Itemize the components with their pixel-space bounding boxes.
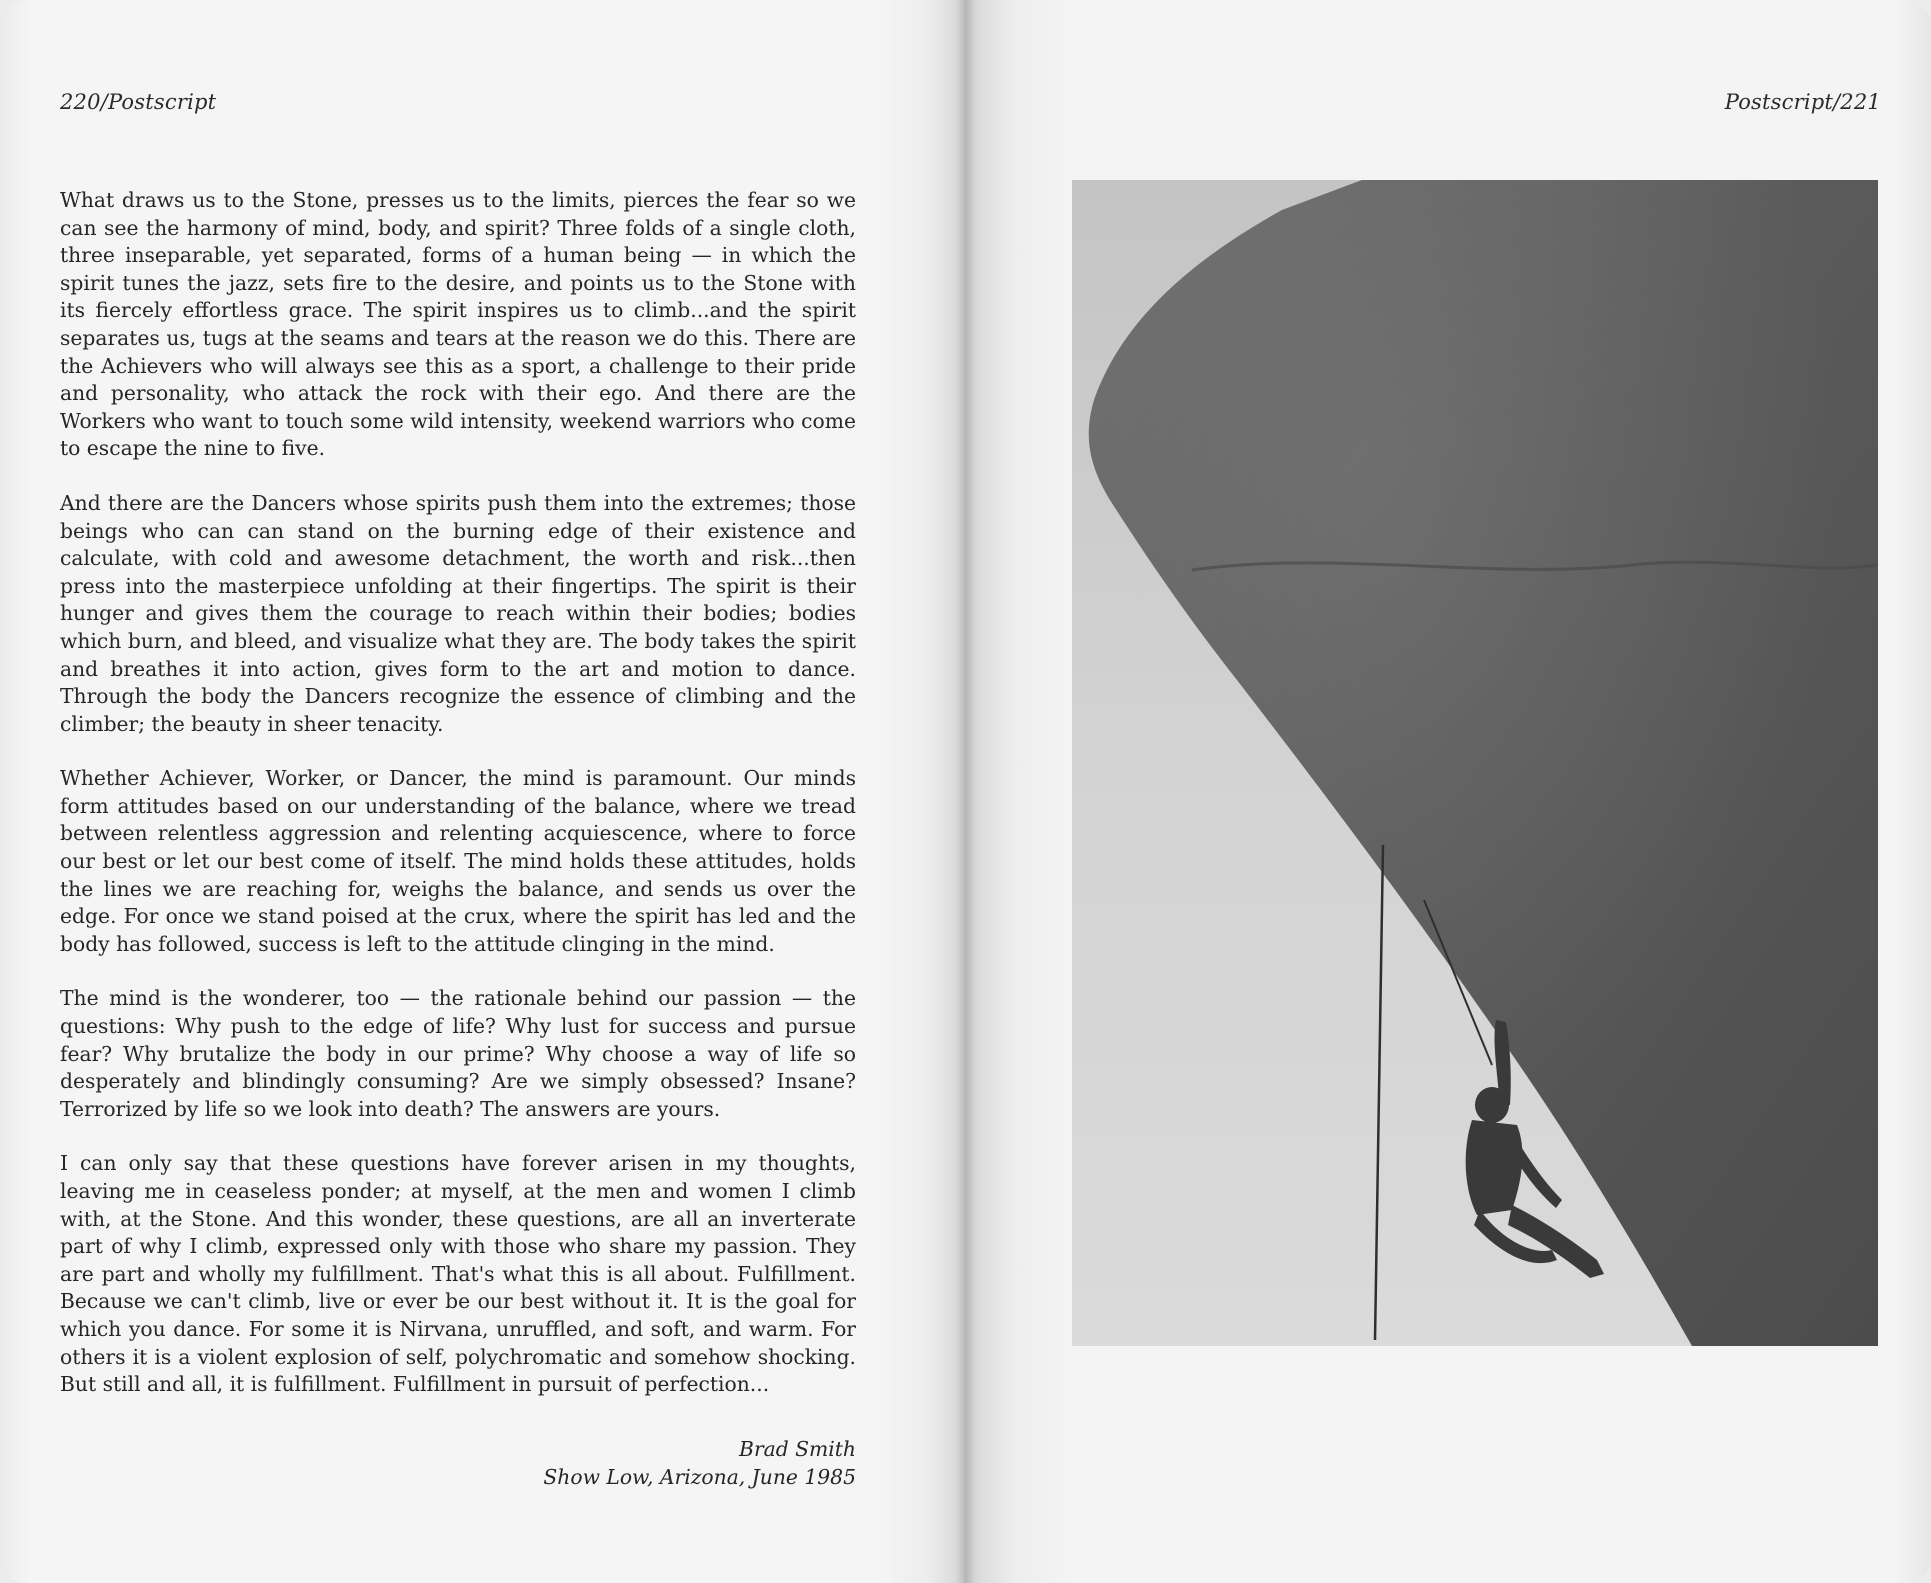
paragraph-1: What draws us to the Stone, presses us to the limits, pierces the fear so we can see the harmony of mind, body, and spirit? Three folds of a single cloth, three inseparable, yet separated, forms of a human being — in which the spirit tunes the jazz, sets fire to the desire, and points us to the Stone with its fiercely effortless grace. The spirit inspires us to climb...and the spirit separates us, tugs at the seams and tears at the reason we do this. There are the Achievers who will always see this as a sport, a challenge to their pride and personality, who attack the rock with their ego. And there are the Workers who want to touch some wild intensity, weekend warriors who come to escape the nine to five.	[60, 188, 856, 461]
author-name: Brad Smith	[739, 1437, 856, 1461]
running-head-right: Postscript/221	[1724, 90, 1881, 114]
paragraph-4: The mind is the wonderer, too — the rationale behind our passion — the questions: Why push to the edge of life? Why lust for success and pursue fear? Why brutalize the body in our prime? Why choose a way of life so desperately and blindingly consuming? Are we simply obsessed? Insane? Terrorized by life so we look into death? The answers are yours.	[60, 986, 856, 1121]
paragraph-5: I can only say that these questions have forever arisen in my thoughts, leaving me in ceaseless ponder; at myself, at the men and women I climb with, at the Stone. And this wonder, these questions, are all an inverterate part of why I climb, expressed only with those who share my passion. They are part and wholly my fulfillment. That's what this is all about. Fulfillment. Because we can't climb, live or ever be our best without it. It is the goal for which you dance. For some it is Nirvana, unruffled, and soft, and warm. For others it is a violent explosion of self, polychromatic and somehow shocking. But still and all, it is fulfillment. Fulfillment in pursuit of perfection...	[60, 1151, 856, 1397]
book-gutter	[955, 0, 975, 1583]
running-head-left: 220/Postscript	[60, 90, 217, 114]
paragraph-3: Whether Achiever, Worker, or Dancer, the mind is paramount. Our minds form attitudes based on our understanding of the balance, where we tread between relentless aggression and relenting acquiescence, where to force our best or let our best come of itself. The mind holds these attitudes, holds the lines we are reaching for, weighs the balance, and sends us over the edge. For once we stand poised at the crux, where the spirit has led and the body has followed, success is left to the attitude clinging in the mind.	[60, 766, 856, 956]
left-page	[0, 0, 965, 1583]
signature	[543, 1435, 856, 1491]
place-date: Show Low, Arizona, June 1985	[543, 1465, 856, 1489]
climber-photo-image	[1072, 180, 1878, 1346]
postscript-text	[60, 187, 856, 1426]
climber-photo	[1072, 180, 1878, 1346]
paragraph-2: And there are the Dancers whose spirits push them into the extremes; those beings who can can stand on the burning edge of their existence and calculate, with cold and awesome detachment, the worth and risk...then press into the masterpiece unfolding at their fingertips. The spirit is their hunger and gives them the courage to reach within their bodies; bodies which burn, and bleed, and visualize what they are. The body takes the spirit and breathes it into action, gives form to the art and motion to dance. Through the body the Dancers recognize the essence of climbing and the climber; the beauty in sheer tenacity.	[60, 490, 856, 736]
